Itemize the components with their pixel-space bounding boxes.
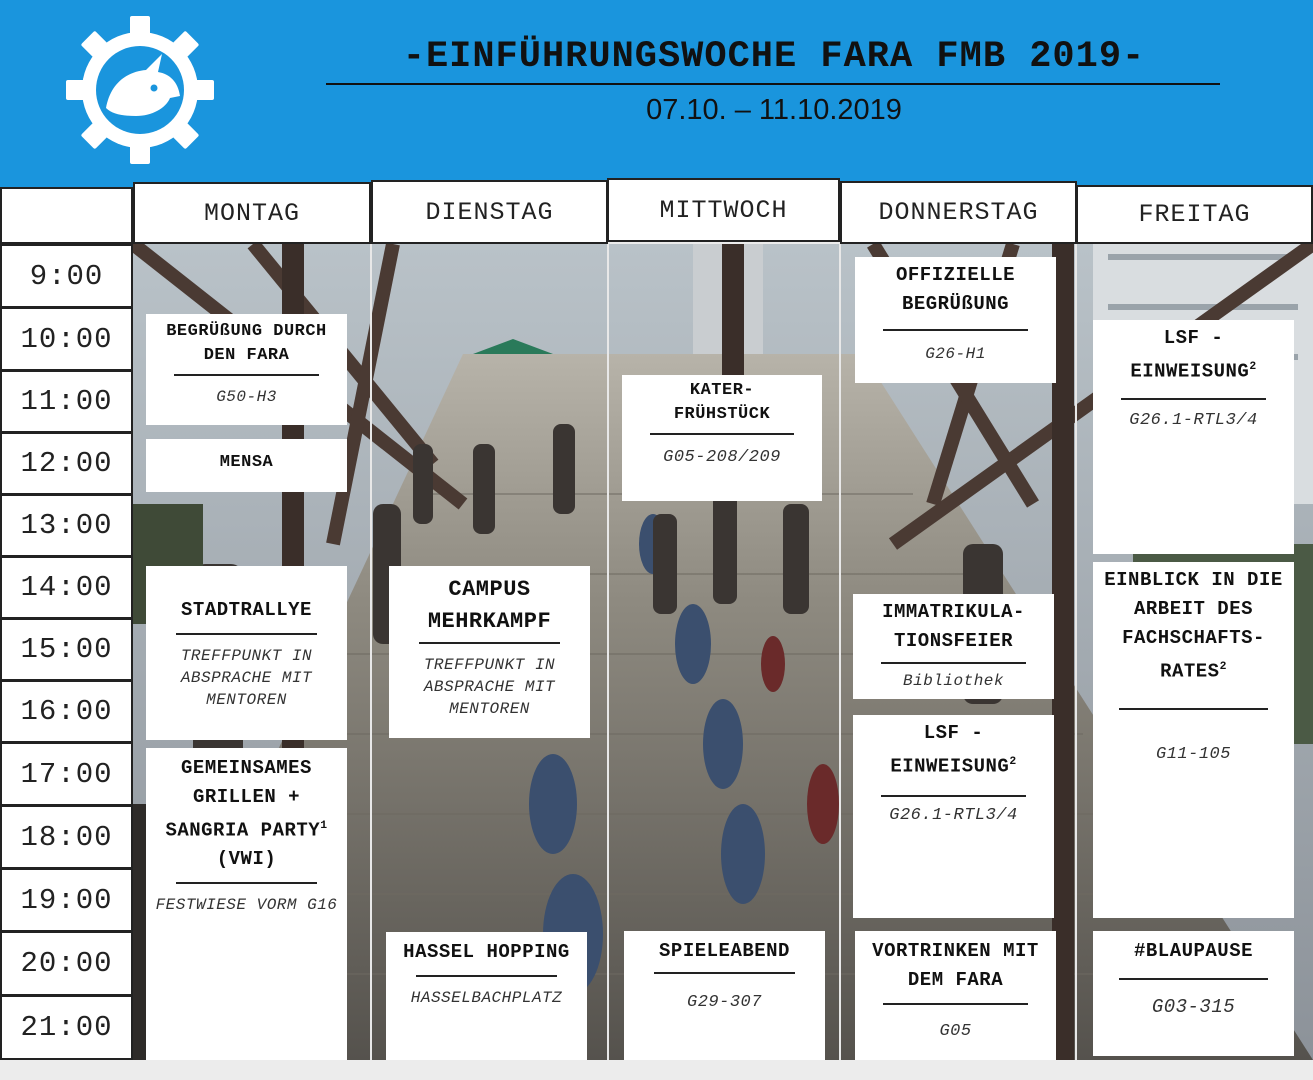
event-location: TREFFPUNKT IN ABSPRACHE MIT MENTOREN: [180, 647, 313, 709]
event-location: G29-307: [687, 993, 762, 1012]
event-divider: [883, 1003, 1028, 1005]
event-title-text: EINBLICK IN DIE ARBEIT DES FACHSCHAFTS- RATES: [1104, 569, 1283, 683]
date-range: 07.10. – 11.10.2019: [646, 94, 902, 126]
time-slot: 18:00: [0, 805, 133, 869]
event-title: BEGRÜßUNG DURCH DEN FARA: [166, 322, 327, 365]
event-divider: [176, 633, 317, 635]
event-title-text: LSF - EINWEISUNG: [1130, 327, 1250, 383]
event-title: STADTRALLYE: [181, 599, 312, 621]
event-card-mo-stadtrallye: [146, 566, 347, 740]
event-divider: [174, 374, 319, 376]
event-divider: [176, 882, 317, 884]
event-title-text: GEMEINSAMES GRILLEN + SANGRIA PARTY: [165, 757, 321, 842]
event-title: MENSA: [219, 453, 274, 472]
footnote-mark: 1: [320, 820, 328, 832]
time-slot: 21:00: [0, 995, 133, 1060]
event-divider: [650, 433, 794, 435]
event-title-suffix: (VWI): [216, 848, 277, 871]
title-underline: [326, 83, 1220, 85]
time-slot: 17:00: [0, 742, 133, 806]
event-location: G03-315: [1151, 996, 1236, 1018]
event-title: [861, 719, 1046, 781]
event-title: VORTRINKEN MIT DEM FARA: [872, 940, 1039, 991]
event-title: OFFIZIELLE BEGRÜßUNG: [895, 264, 1016, 315]
header-banner: [0, 0, 1313, 187]
event-card-fr-lsf: [1093, 320, 1294, 554]
event-title: SPIELEABEND: [659, 940, 790, 962]
event-location: G26.1-RTL3/4: [1129, 411, 1258, 431]
event-title: KATER- FRÜHSTÜCK: [673, 381, 771, 424]
event-card-fr-einblick: [1093, 562, 1294, 918]
event-divider: [419, 642, 560, 644]
event-card-do-lsf: [853, 715, 1054, 918]
event-title: HASSEL HOPPING: [403, 941, 570, 963]
time-slot: 20:00: [0, 931, 133, 996]
time-slot: 12:00: [0, 432, 133, 495]
day-header-wednesday: MITTWOCH: [607, 178, 840, 242]
event-title: [1101, 324, 1286, 386]
event-card-fr-blaupause: [1093, 931, 1294, 1056]
event-divider: [881, 795, 1026, 797]
day-header-thursday: DONNERSTAG: [840, 181, 1077, 244]
event-card-mo-begruessung: [146, 314, 347, 425]
event-location: G05-208/209: [663, 448, 781, 467]
event-card-mi-spiele: [624, 931, 825, 1060]
footnote-mark: 2: [1219, 661, 1227, 673]
event-card-mo-grillen: [146, 748, 347, 1060]
event-location: FESTWIESE VORM G16: [155, 896, 338, 915]
event-card-mo-mensa: [146, 439, 347, 492]
event-card-do-vortrinken: [855, 931, 1056, 1060]
time-slot: 11:00: [0, 370, 133, 433]
event-location: TREFFPUNKT IN ABSPRACHE MIT MENTOREN: [423, 656, 556, 718]
time-slot: 13:00: [0, 494, 133, 557]
day-header-friday: FREITAG: [1076, 185, 1313, 244]
event-divider: [654, 972, 795, 974]
time-slot: 14:00: [0, 556, 133, 619]
event-location: G26.1-RTL3/4: [889, 806, 1018, 826]
event-location: G11-105: [1156, 745, 1231, 765]
event-divider: [1121, 398, 1266, 400]
event-location: HASSELBACHPLATZ: [410, 989, 563, 1007]
event-divider: [416, 975, 557, 977]
time-slot: 15:00: [0, 618, 133, 681]
column-divider: [839, 244, 841, 1060]
event-divider: [883, 329, 1028, 331]
day-header-monday: MONTAG: [133, 182, 371, 244]
event-card-do-offiziell: [855, 257, 1056, 383]
event-divider: [881, 662, 1026, 664]
event-title: #BLAUPAUSE: [1133, 940, 1254, 962]
event-title: [154, 754, 339, 874]
event-card-di-campus: [389, 566, 590, 738]
gear-rhino-logo-icon: [66, 16, 214, 164]
event-location: Bibliothek: [902, 672, 1004, 690]
bottom-margin: [0, 1060, 1313, 1080]
event-location: G05: [939, 1022, 972, 1041]
event-divider: [1119, 978, 1268, 980]
footnote-mark: 2: [1009, 756, 1017, 768]
column-divider: [607, 244, 609, 1060]
page-title: -EINFÜHRUNGSWOCHE FARA FMB 2019-: [402, 36, 1146, 78]
column-divider: [370, 244, 372, 1060]
table-corner-cell: [0, 187, 133, 244]
time-slot: 10:00: [0, 307, 133, 371]
time-slot: 19:00: [0, 868, 133, 932]
time-slot: 16:00: [0, 680, 133, 743]
event-title: [1101, 566, 1286, 686]
column-divider: [1075, 244, 1077, 1060]
event-title-text: LSF - EINWEISUNG: [890, 722, 1010, 778]
event-title: CAMPUS MEHRKAMPF: [427, 577, 552, 634]
event-location: G26-H1: [925, 345, 986, 363]
footnote-mark: 2: [1249, 361, 1257, 373]
event-divider: [1119, 708, 1268, 710]
event-title: IMMATRIKULA- TIONSFEIER: [882, 601, 1025, 652]
day-header-tuesday: DIENSTAG: [371, 180, 608, 244]
event-card-di-hassel: [386, 932, 587, 1060]
event-location: G50-H3: [216, 388, 277, 406]
time-slot: 9:00: [0, 244, 133, 308]
event-card-mi-kater: [622, 375, 822, 501]
event-card-do-immatrikulation: [853, 594, 1054, 699]
